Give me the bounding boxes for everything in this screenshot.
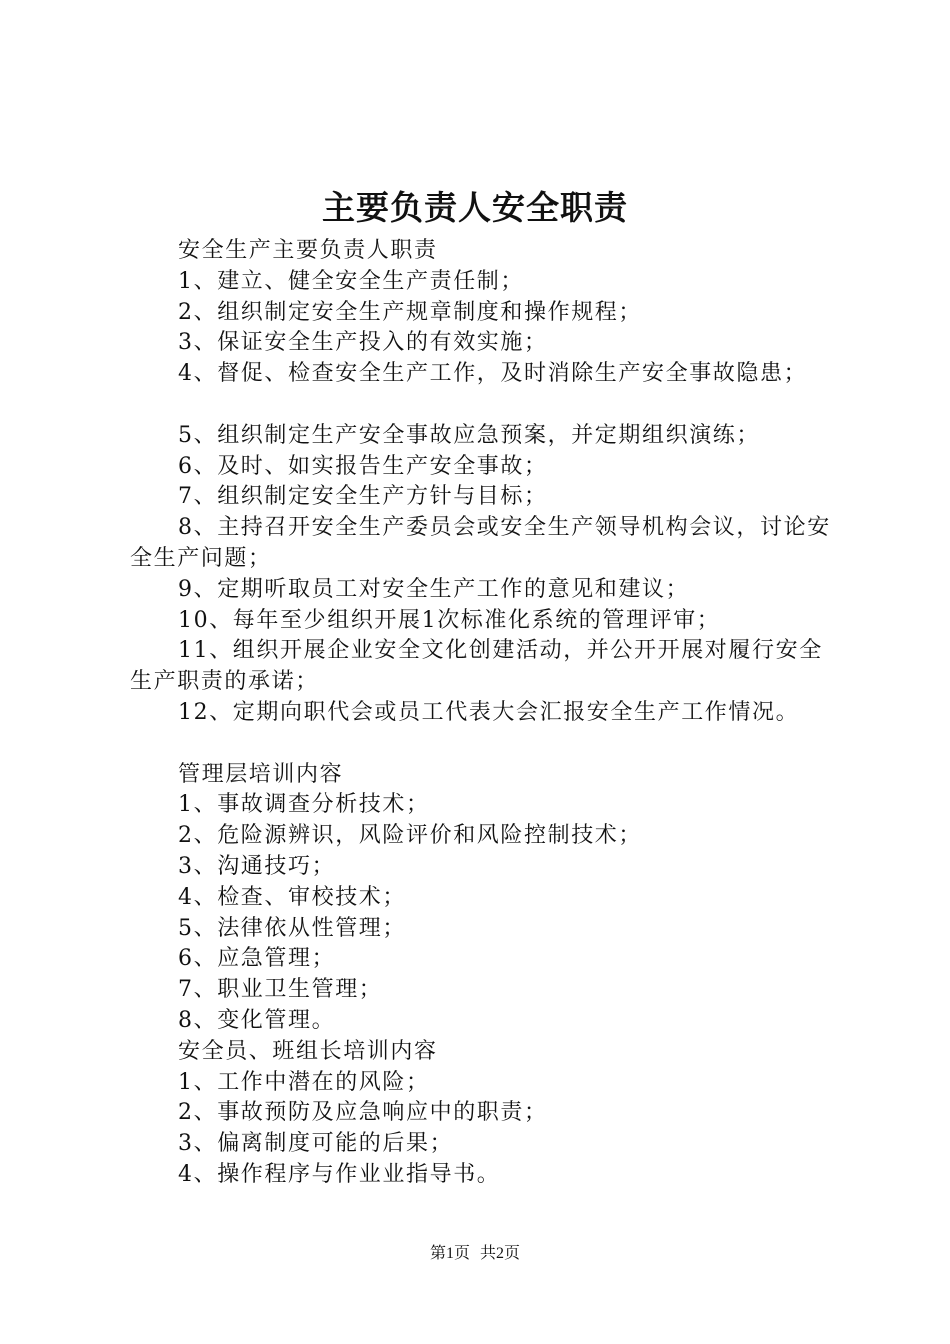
list-item: 1、建立、健全安全生产责任制；	[178, 268, 524, 294]
page-footer	[0, 1243, 950, 1265]
document-title: 主要负责人安全职责	[322, 188, 628, 227]
list-item: 10、每年至少组织开展1次标准化系统的管理评审；	[178, 607, 721, 633]
list-item: 8、主持召开安全生产委员会或安全生产领导机构会议，讨论安全生产问题；	[130, 515, 831, 571]
list-item: 4、操作程序与作业业指导书。	[178, 1161, 501, 1187]
list-item: 6、应急管理；	[178, 946, 336, 972]
list-item: 3、偏离制度可能的后果；	[178, 1131, 454, 1157]
list-item: 9、定期听取员工对安全生产工作的意见和建议；	[178, 576, 690, 602]
list-item: 2、事故预防及应急响应中的职责；	[178, 1100, 548, 1126]
list-item: 3、沟通技巧；	[178, 853, 336, 879]
list-item: 2、组织制定安全生产规章制度和操作规程；	[178, 299, 642, 325]
list-item: 5、法律依从性管理；	[178, 915, 406, 941]
list-item: 6、及时、如实报告生产安全事故；	[178, 453, 548, 479]
section-heading: 管理层培训内容	[178, 761, 344, 787]
document-body	[130, 236, 845, 1191]
list-item: 1、工作中潜在的风险；	[178, 1069, 430, 1095]
list-item: 11、组织开展企业安全文化创建活动，并公开开展对履行安全生产职责的承诺；	[130, 638, 823, 695]
page-number: 第1页	[429, 1245, 470, 1262]
list-item: 7、职业卫生管理；	[178, 977, 383, 1003]
list-item: 4、检查、审校技术；	[178, 884, 406, 910]
list-item: 3、保证安全生产投入的有效实施；	[178, 330, 548, 356]
page-count: 共2页	[480, 1245, 521, 1262]
list-item: 7、组织制定安全生产方针与目标；	[178, 484, 548, 510]
section-heading: 安全员、班组长培训内容	[178, 1038, 438, 1064]
blank-line	[130, 390, 845, 421]
list-item: 5、组织制定生产安全事故应急预案，并定期组织演练；	[178, 422, 760, 448]
list-item: 8、变化管理。	[178, 1007, 336, 1033]
list-item: 12、定期向职代会或员工代表大会汇报安全生产工作情况。	[178, 699, 800, 725]
list-item: 4、督促、检查安全生产工作，及时消除生产安全事故隐患；	[178, 361, 808, 387]
section-heading: 安全生产主要负责人职责	[178, 238, 438, 263]
list-item: 2、危险源辨识，风险评价和风险控制技术；	[178, 823, 642, 849]
list-item: 1、事故调查分析技术；	[178, 792, 430, 818]
blank-line	[130, 729, 845, 760]
